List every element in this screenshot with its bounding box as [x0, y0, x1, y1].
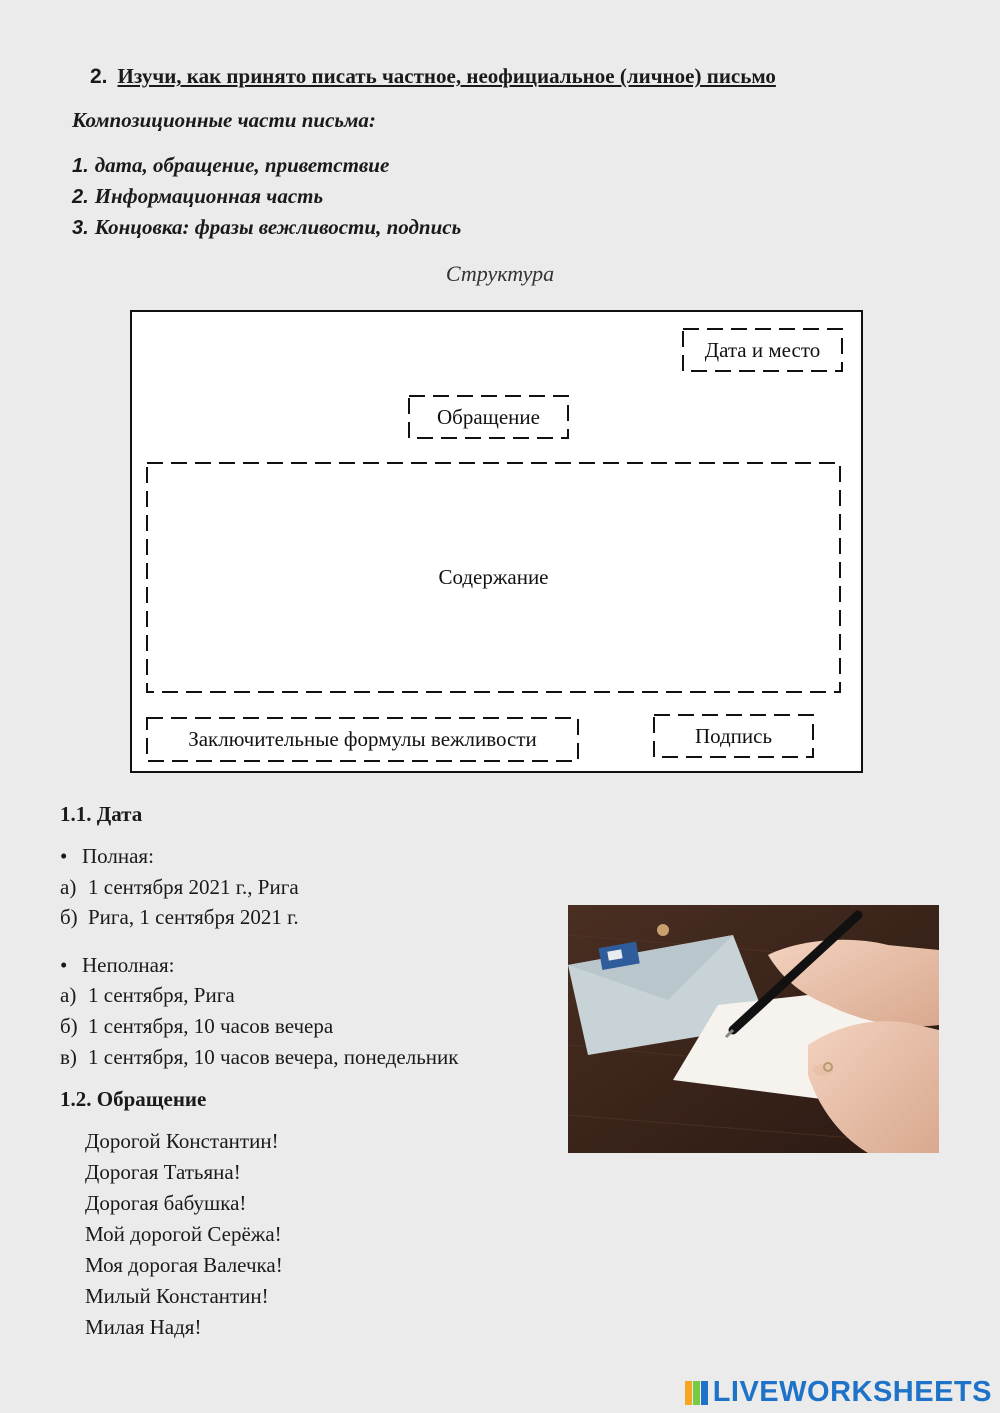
list-item: а) 1 сентября, Рига — [60, 983, 235, 1007]
signature-label: Подпись — [694, 723, 773, 748]
letter-structure-diagram — [130, 310, 863, 773]
address-example: Милая Надя! — [85, 1315, 202, 1339]
address-section-heading: 1.2. Обращение — [60, 1087, 207, 1111]
address-example: Дорогая Татьяна! — [85, 1160, 241, 1184]
address-example: Милый Константин! — [85, 1284, 269, 1308]
list-item: б) 1 сентября, 10 часов вечера — [60, 1014, 334, 1038]
liveworksheets-icon — [685, 1380, 711, 1406]
address-example: Моя дорогая Валечка! — [85, 1253, 283, 1277]
date-place-label: Дата и место — [704, 337, 821, 362]
liveworksheets-logo — [685, 1376, 992, 1409]
list-item: б) Рига, 1 сентября 2021 г. — [60, 905, 299, 929]
address-example: Дорогая бабушка! — [85, 1191, 247, 1215]
date-section-heading: 1.1. Дата — [60, 802, 143, 826]
closing-label: Заключительные формулы вежливости — [188, 727, 537, 751]
list-item: в) 1 сентября, 10 часов вечера, понедельник — [60, 1045, 459, 1069]
address-label: Обращение — [437, 404, 540, 429]
content-label: Содержание — [438, 565, 549, 589]
structure-title: Структура — [445, 261, 555, 286]
task-title: Изучи, как принято писать частное, неофициальное (личное) письмо — [117, 64, 776, 88]
address-example: Дорогой Константин! — [85, 1129, 279, 1153]
writing-letter-photo — [568, 905, 939, 1153]
address-example: Мой дорогой Серёжа! — [85, 1222, 282, 1246]
composition-part: 1. дата, обращение, приветствие — [72, 153, 390, 177]
brand-name: LIVEWORKSHEETS — [712, 1376, 992, 1408]
composition-heading: Композиционные части письма: — [72, 108, 376, 132]
full-date-label: • Полная: — [60, 844, 154, 868]
task-heading — [90, 64, 776, 89]
composition-part: 3. Концовка: фразы вежливости, подпись — [72, 215, 462, 239]
task-number: 2. — [90, 65, 108, 88]
list-item: а) 1 сентября 2021 г., Рига — [60, 875, 299, 899]
composition-part: 2. Информационная часть — [72, 184, 324, 208]
partial-date-label: • Неполная: — [60, 953, 175, 977]
